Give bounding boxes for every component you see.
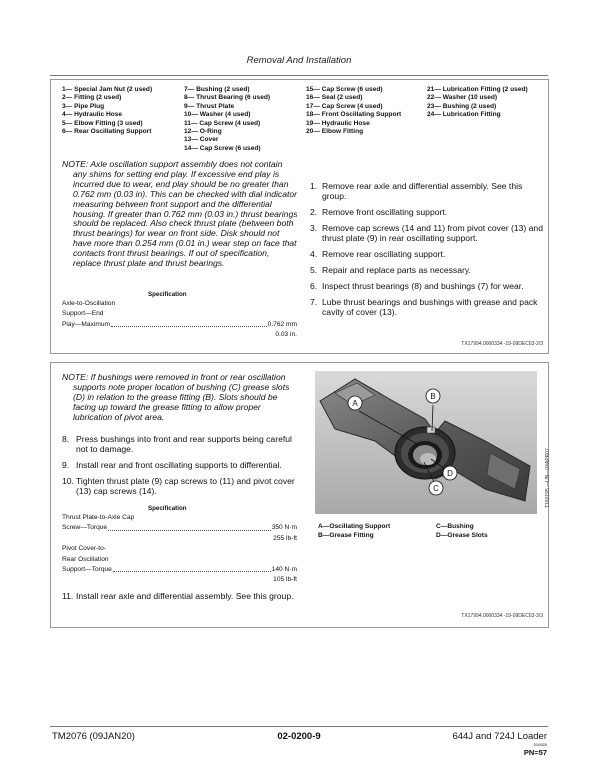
step-11: 11. Install rear axle and differential assembly. See this group. xyxy=(62,591,294,601)
callout-d: D xyxy=(447,469,453,478)
legend-item: 23— Bushing (2 used) xyxy=(427,102,497,110)
legend-item: 2— Fitting (2 used) xyxy=(62,94,122,102)
footer-date: 010920 xyxy=(533,742,547,747)
callout-b: B xyxy=(430,392,436,401)
legend-item: 19— Hydraulic Hose xyxy=(306,119,370,127)
note-end-play: NOTE: Axle oscillation support assembly does not contain any shims for setting end play. If excessive end play is incurred due to wear, end play should be no greater than 0.762 mm (0.03 in). This can be checked with dial indicator measuring between front support and the differential housing. If greater than 0.762 mm (0.03 in.) thrust bearings should be replaced. Also check thrust plate (between both thrust bearings) for wear on front side. Disk should not have more than 0.254 mm (0.01 in.) wear step on face that contacts front thrust bearings. If out of specification, replace thrust plate and thrust bearings. xyxy=(62,159,298,269)
spec-torque: Thrust Plate-to-Axle Cap Screw—Torque 350 N·m 255 lb-ft Pivot Cover-to- Rear Oscillation Support—Torque 140 N·m 105 lb-ft xyxy=(62,514,297,584)
legend-col-2 xyxy=(184,86,270,153)
legend-item: 14— Cap Screw (6 used) xyxy=(184,144,261,152)
footer-model: 644J and 724J Loader xyxy=(452,731,547,742)
ref-code-2: TX17994,0000334 -19-09DEC03-3/3 xyxy=(461,613,543,619)
legend-item: 15— Cap Screw (6 used) xyxy=(306,86,383,93)
legend-col-1 xyxy=(62,86,152,136)
legend-item: 7— Bushing (2 used) xyxy=(184,86,250,93)
spec-title: Specification xyxy=(148,291,187,298)
legend-item: 3— Pipe Plug xyxy=(62,102,105,110)
step-4: 4. Remove rear oscillating support. xyxy=(310,249,446,259)
section-title: Removal And Installation xyxy=(246,55,352,66)
legend-item: 18— Front Oscillating Support xyxy=(306,111,402,119)
step-11-block xyxy=(62,591,298,607)
legend-item: 11— Cap Screw (4 used) xyxy=(184,119,261,127)
callout-c: C xyxy=(433,484,439,493)
oscillating-support-photo xyxy=(315,371,537,514)
ref-code-1: TX17994,0000334 -19-09DEC03-2/3 xyxy=(461,341,543,347)
legend-item: 9— Thrust Plate xyxy=(184,102,235,110)
legend-item: 10— Washer (4 used) xyxy=(184,111,251,119)
step-2: 2. Remove front oscillating support. xyxy=(310,207,448,217)
legend-item: 21— Lubrication Fitting (2 used) xyxy=(427,86,528,93)
spec-title: Specification xyxy=(148,505,187,512)
steps-removal xyxy=(310,181,545,323)
step-9: 9. Install rear and front oscillating supports to differential. xyxy=(62,460,282,470)
legend-item: 4— Hydraulic Hose xyxy=(62,111,123,119)
legend-item: 20— Elbow Fitting xyxy=(306,128,364,136)
support-illustration xyxy=(315,371,537,514)
legend-item: 6— Rear Oscillating Support xyxy=(62,128,152,136)
step-10: 10. Tighten thrust plate (9) cap screws to (11) and pivot cover (13) cap screws (14). xyxy=(62,476,295,496)
step-1: 1. Remove rear axle and differential assembly. See this group. xyxy=(310,181,523,201)
legend-item: 22— Washer (10 used) xyxy=(427,94,498,102)
legend-col-4 xyxy=(427,86,528,120)
footer-page-number: 02-0200-9 xyxy=(277,731,321,742)
figure-id: T160195 —UN—04APR07 xyxy=(545,448,551,508)
legend-item: 24— Lubrication Fitting xyxy=(427,111,501,119)
legend-item: 13— Cover xyxy=(184,136,219,144)
step-7: 7. Lube thrust bearings and bushings with grease and pack cavity of cover (13). xyxy=(310,297,538,317)
legend-item: 12— O-Ring xyxy=(184,128,222,136)
legend-item: 17— Cap Screw (4 used) xyxy=(306,102,383,110)
footer-manual-id: TM2076 (09JAN20) xyxy=(52,731,135,742)
figure-caption-right: C—Bushing D—Grease Slots xyxy=(436,523,488,539)
step-3: 3. Remove cap screws (14 and 11) from pivot cover (13) and thrust plate (9) in rear oscillating support. xyxy=(310,223,543,243)
top-rule xyxy=(50,75,548,76)
note-bushings: NOTE: If bushings were removed in front or rear oscillation supports note proper location of bushing (C) grease slots (D) in relation to the grease fitting (B). Slots should be facing up toward the grease fitting to allow proper lubrication of pivot area. xyxy=(62,372,290,422)
legend-item: 1— Special Jam Nut (2 used) xyxy=(62,86,153,93)
figure-caption-left: A—Oscillating Support B—Grease Fitting xyxy=(318,523,391,539)
steps-install xyxy=(62,434,298,502)
step-6: 6. Inspect thrust bearings (8) and bushings (7) for wear. xyxy=(310,281,524,291)
footer-pn: PN=57 xyxy=(523,748,547,757)
footer-rule xyxy=(50,726,548,727)
legend-col-3 xyxy=(306,86,401,136)
legend-item: 8— Thrust Bearing (6 used) xyxy=(184,94,271,102)
legend-item: 16— Seal (2 used) xyxy=(306,94,363,102)
step-5: 5. Repair and replace parts as necessary. xyxy=(310,265,471,275)
legend-item: 5— Elbow Fitting (3 used) xyxy=(62,119,143,127)
step-8: 8. Press bushings into front and rear supports being careful not to damage. xyxy=(62,434,292,454)
spec-end-play: Axle-to-Oscillation Support—End Play—Maximum 0.762 mm 0.03 in. xyxy=(62,300,297,339)
callout-a: A xyxy=(352,399,358,408)
